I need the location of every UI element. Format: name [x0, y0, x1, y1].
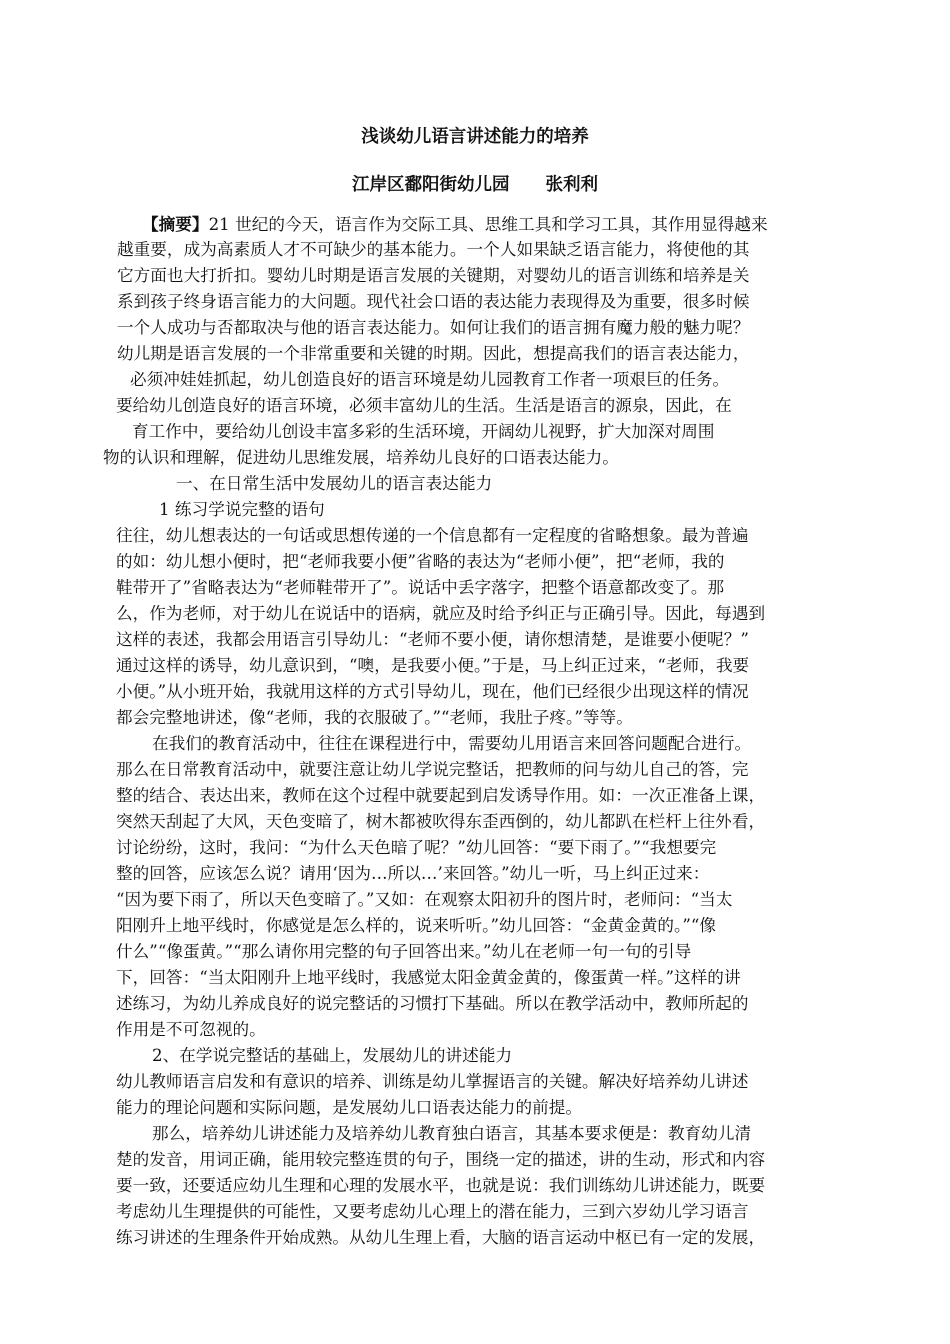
- text-line: 越重要，成为高素质人才不可缺少的基本能力。一个人如果缺乏语言能力，将使他的其: [117, 240, 750, 259]
- text-line: 作用是不可忽视的。: [116, 1020, 266, 1039]
- subsection-heading: 2、在学说完整话的基础上，发展幼儿的讲述能力: [152, 1046, 513, 1065]
- text-line: 的如：幼儿想小便时，把“老师我要小便”省略的表达为“老师小便”，把“老师，我的: [116, 552, 725, 571]
- text-line: 物的认识和理解，促进幼儿思维发展，培养幼儿良好的口语表达能力。: [103, 448, 619, 467]
- text-line: 鞋带开了”省略表达为“老师鞋带开了”。说话中丢字落字，把整个语意都改变了。那: [116, 578, 725, 597]
- text-line: 讨论纷纷，这时，我问：“为什么天色暗了呢？”幼儿回答：“要下雨了。”“我想要完: [116, 838, 717, 857]
- text-line: 要一致，还要适应幼儿生理和心理的发展水平，也就是说：我们训练幼儿讲述能力，既要: [116, 1176, 766, 1195]
- text-line: 下，回答：“当太阳刚升上地平线时，我感觉太阳金黄金黄的，像蛋黄一样。”这样的讲: [116, 968, 741, 987]
- text-line: 这样的表述，我都会用语言引导幼儿：“老师不要小便，请你想清楚，是谁要小便呢？”: [116, 630, 749, 649]
- text-line: 阳刚升上地平线时，你感觉是怎么样的，说来听听。”幼儿回答：“金黄金黄的。”“像: [116, 916, 717, 935]
- document-title: 浅谈幼儿语言讲述能力的培养: [361, 127, 589, 147]
- text-line: 通过这样的诱导，幼儿意识到，“噢，是我要小便。”于是，马上纠正过来，“老师，我要: [116, 656, 750, 675]
- text-line: 系到孩子终身语言能力的大问题。现代社会口语的表达能力表现得及为重要，很多时候: [117, 292, 750, 311]
- section-heading: 一、在日常生活中发展幼儿的语言表达能力: [176, 474, 493, 493]
- abstract-label: 【摘要】: [142, 214, 209, 234]
- text-line: 练习讲述的生理条件开始成熟。从幼儿生理上看，大脑的语言运动中枢已有一定的发展，: [116, 1228, 766, 1247]
- author-name: 张利利: [545, 175, 598, 195]
- text-line: 要给幼儿创造良好的语言环境，必须丰富幼儿的生活。生活是语言的源泉，因此，在: [116, 396, 732, 415]
- text-line: 在我们的教育活动中，往往在课程进行中，需要幼儿用语言来回答问题配合进行。: [152, 734, 752, 753]
- text-line: “因为要下雨了，所以天色变暗了。”又如：在观察太阳初升的图片时，老师问：“当太: [116, 890, 733, 909]
- author-line: [0, 172, 950, 198]
- abstract-line: 【摘要】21 世纪的今天，语言作为交际工具、思维工具和学习工具，其作用显得越来: [142, 214, 768, 234]
- text-line: 往往，幼儿想表达的一句话或思想传递的一个信息都有一定程度的省略想象。最为普遍: [116, 526, 749, 545]
- text-line: 什么”“像蛋黄。”“那么请你用完整的句子回答出来。”幼儿在老师一句一句的引导: [116, 942, 692, 961]
- text-line: 都会完整地讲述，像“老师，我的衣服破了。”“老师，我肚子疼。”等等。: [116, 708, 633, 727]
- text-line: 育工作中，要给幼儿创设丰富多彩的生活环境，开阔幼儿视野，扩大加深对周围: [132, 422, 715, 441]
- text-line: 幼儿教师语言启发和有意识的培养、训练是幼儿掌握语言的关键。解决好培养幼儿讲述: [116, 1072, 749, 1091]
- text-line: 能力的理论问题和实际问题，是发展幼儿口语表达能力的前提。: [116, 1098, 583, 1117]
- text-line: 它方面也大打折扣。婴幼儿时期是语言发展的关键期，对婴幼儿的语言训练和培养是关: [117, 266, 750, 285]
- text-line: 整的回答，应该怎么说？请用‘因为…所以…’来回答。”幼儿一听，马上纠正过来：: [116, 864, 710, 883]
- text-line: 么，作为老师，对于幼儿在说话中的语病，就应及时给予纠正与正确引导。因此，每遇到: [116, 604, 766, 623]
- text-line: 突然天刮起了大风，天色变暗了，树木都被吹得东歪西倒的，幼儿都趴在栏杆上往外看，: [116, 812, 766, 831]
- text-line: 整的结合、表达出来，教师在这个过程中就要起到启发诱导作用。如：一次正准备上课，: [116, 786, 766, 805]
- text-line: 幼儿期是语言发展的一个非常重要和关键的时期。因此，想提高我们的语言表达能力，: [117, 344, 750, 363]
- text-line: 考虑幼儿生理提供的可能性，又要考虑幼儿心理上的潜在能力，三到六岁幼儿学习语言: [116, 1202, 749, 1221]
- text-line: 必须冲娃娃抓起，幼儿创造良好的语言环境是幼儿园教育工作者一项艰巨的任务。: [130, 370, 730, 389]
- subsection-heading: 1 练习学说完整的语句: [159, 500, 325, 519]
- author-org: 江岸区鄱阳街幼儿园: [352, 175, 510, 195]
- text-line: 楚的发音，用词正确，能用较完整连贯的句子，围绕一定的描述，讲的生动，形式和内容: [116, 1150, 766, 1169]
- text-line: 述练习，为幼儿养成良好的说完整话的习惯打下基础。所以在教学活动中，教师所起的: [116, 994, 749, 1013]
- text-line: 小便。”从小班开始，我就用这样的方式引导幼儿，现在，他们已经很少出现这样的情况: [116, 682, 749, 701]
- text-line: 那么在日常教育活动中，就要注意让幼儿学说完整话，把教师的问与幼儿自己的答，完: [116, 760, 749, 779]
- text-line: 一个人成功与否都取决与他的语言表达能力。如何让我们的语言拥有魔力般的魅力呢？: [117, 318, 750, 337]
- text-line: 那么，培养幼儿讲述能力及培养幼儿教育独白语言，其基本要求便是：教育幼儿清: [152, 1124, 752, 1143]
